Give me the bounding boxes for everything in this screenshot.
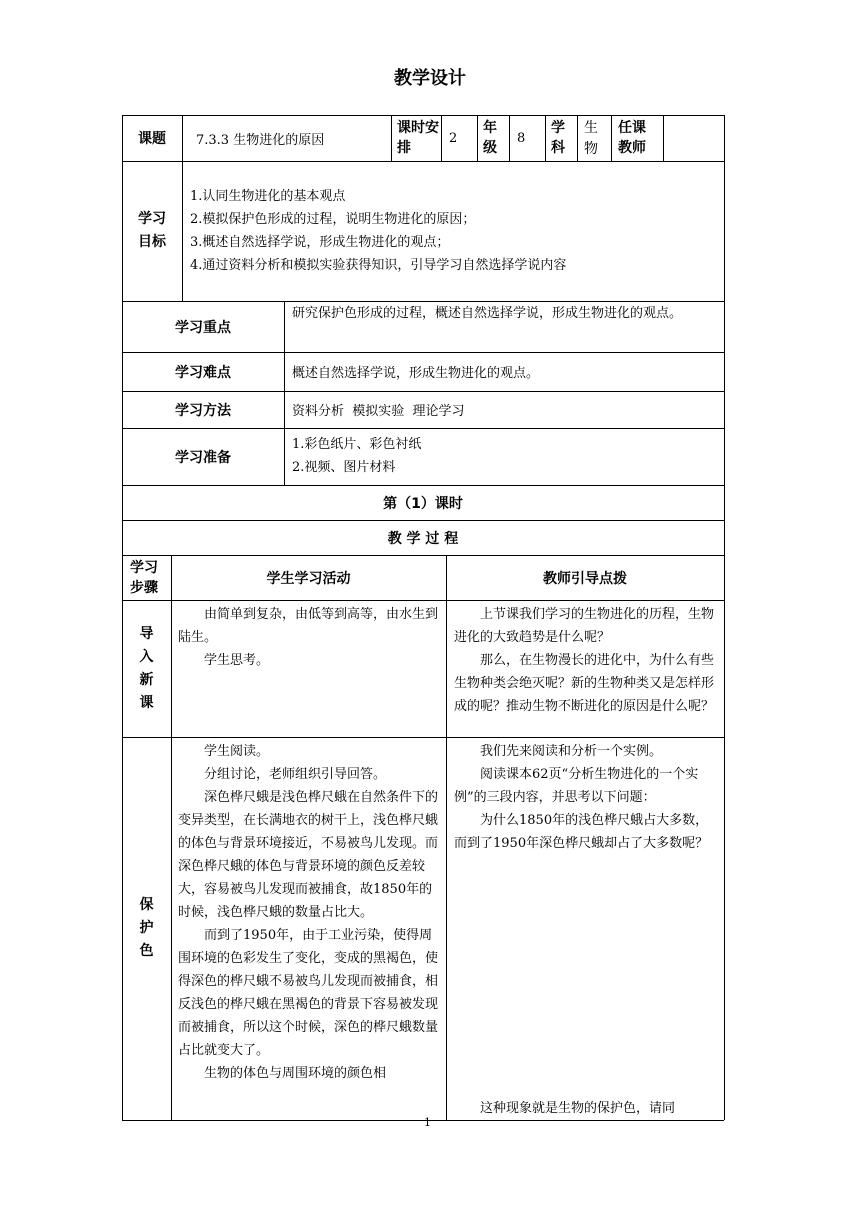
methods-value: 资料分析 模拟实验 理论学习 — [292, 404, 465, 419]
teacher-guidance-bottom — [454, 1097, 718, 1120]
student-paragraph: 学生思考。 — [204, 653, 270, 668]
teacher-paragraph: 我们先来阅读和分析一个实例。 — [480, 744, 663, 759]
preparation-item: 2.视频、图片材料 — [292, 460, 396, 475]
step-intro: 导入新课 — [139, 625, 154, 711]
teacher-guidance-intro — [454, 603, 718, 718]
teacher-label: 任课教师 — [618, 120, 646, 156]
key-points-label: 学习重点 — [175, 319, 231, 336]
student-paragraph: 分组讨论，老师组织引导回答。 — [204, 767, 387, 782]
objective-item: 4.通过资料分析和模拟实验获得知识，引导学习自然选择学说内容 — [190, 258, 567, 273]
course-label: 课题 — [138, 131, 166, 147]
preparation-item: 1.彩色纸片、彩色衬纸 — [292, 437, 422, 452]
difficulties-value: 概述自然选择学说，形成生物进化的观点。 — [292, 366, 540, 381]
key-points-value: 研究保护色形成的过程，概述自然选择学说，形成生物进化的观点。 — [292, 306, 683, 321]
page-number: 1 — [424, 1116, 431, 1129]
lesson-period: 第（1）课时 — [383, 495, 463, 512]
column-student: 学生学习活动 — [266, 570, 351, 587]
teacher-paragraph: 这种现象就是生物的保护色，请同 — [480, 1101, 676, 1116]
period-label: 课时安排 — [397, 120, 439, 156]
student-paragraph: 而到了1950年，由于工业污染，使得周围环境的色彩发生了变化，变成的黑褐色，使得深色的桦尺蛾不易被鸟儿发现而被捕食，相反浅色的桦尺蛾在黑褐色的背景下容易被发现而被捕食，所以这个时候，深色的桦尺蛾数量占比就变大了。 — [178, 928, 439, 1058]
teacher-paragraph: 上节课我们学习的生物进化的历程，生物进化的大致趋势是什么呢？ — [454, 607, 715, 645]
objective-item: 2.模拟保护色形成的过程，说明生物进化的原因； — [190, 212, 476, 227]
student-activity-intro — [178, 603, 440, 672]
teacher-paragraph: 那么，在生物漫长的进化中，为什么有些生物种类会绝灭呢？新的生物种类又是怎样形成的呢？推动生物不断进化的原因是什么呢？ — [454, 653, 715, 714]
objectives-list — [190, 185, 720, 277]
course-value: 7.3.3 生物进化的原因 — [196, 132, 325, 148]
document-title: 教学设计 — [394, 68, 466, 89]
subject-label: 学科 — [551, 120, 565, 156]
student-paragraph: 由简单到复杂，由低等到高等，由水生到陆生。 — [178, 607, 439, 645]
step-protective-color: 保护色 — [139, 897, 154, 959]
objective-item: 3.概述自然选择学说，形成生物进化的观点； — [190, 235, 450, 250]
preparation-label: 学习准备 — [175, 449, 231, 466]
period-value: 2 — [449, 130, 458, 146]
teacher-value — [663, 115, 724, 161]
teacher-paragraph: 为什么1850年的浅色桦尺蛾占大多数，而到了1950年深色桦尺蛾却占了大多数呢？ — [454, 813, 709, 851]
grade-value: 8 — [517, 130, 526, 146]
objectives-label: 学习目标 — [138, 211, 166, 250]
teacher-guidance-protective-color — [454, 740, 718, 855]
student-paragraph: 生物的体色与周围环境的颜色相 — [204, 1066, 387, 1081]
subject-value: 生物 — [584, 120, 598, 157]
student-paragraph: 深色桦尺蛾是浅色桦尺蛾在自然条件下的变异类型，在长满地衣的树干上，浅色桦尺蛾的体色与背景环境接近，不易被鸟儿发现。而深色桦尺蛾的体色与背景环境的颜色反差较大，容易被鸟儿发现而被捕食，故1850年的时候，浅色桦尺蛾的数量占比大。 — [178, 790, 439, 920]
student-paragraph: 学生阅读。 — [204, 744, 270, 759]
grade-label: 年级 — [483, 120, 497, 156]
methods-label: 学习方法 — [175, 402, 231, 419]
process-title: 教 学 过 程 — [387, 530, 459, 547]
student-activity-protective-color — [178, 740, 440, 1085]
preparation-list — [292, 433, 720, 479]
difficulties-label: 学习难点 — [175, 364, 231, 381]
column-step: 学习步骤 — [130, 560, 158, 596]
objective-item: 1.认同生物进化的基本观点 — [190, 189, 346, 204]
teacher-paragraph: 阅读课本62页“分析生物进化的一个实例”的三段内容，并思考以下问题： — [454, 767, 699, 805]
column-teacher: 教师引导点拨 — [543, 570, 627, 587]
